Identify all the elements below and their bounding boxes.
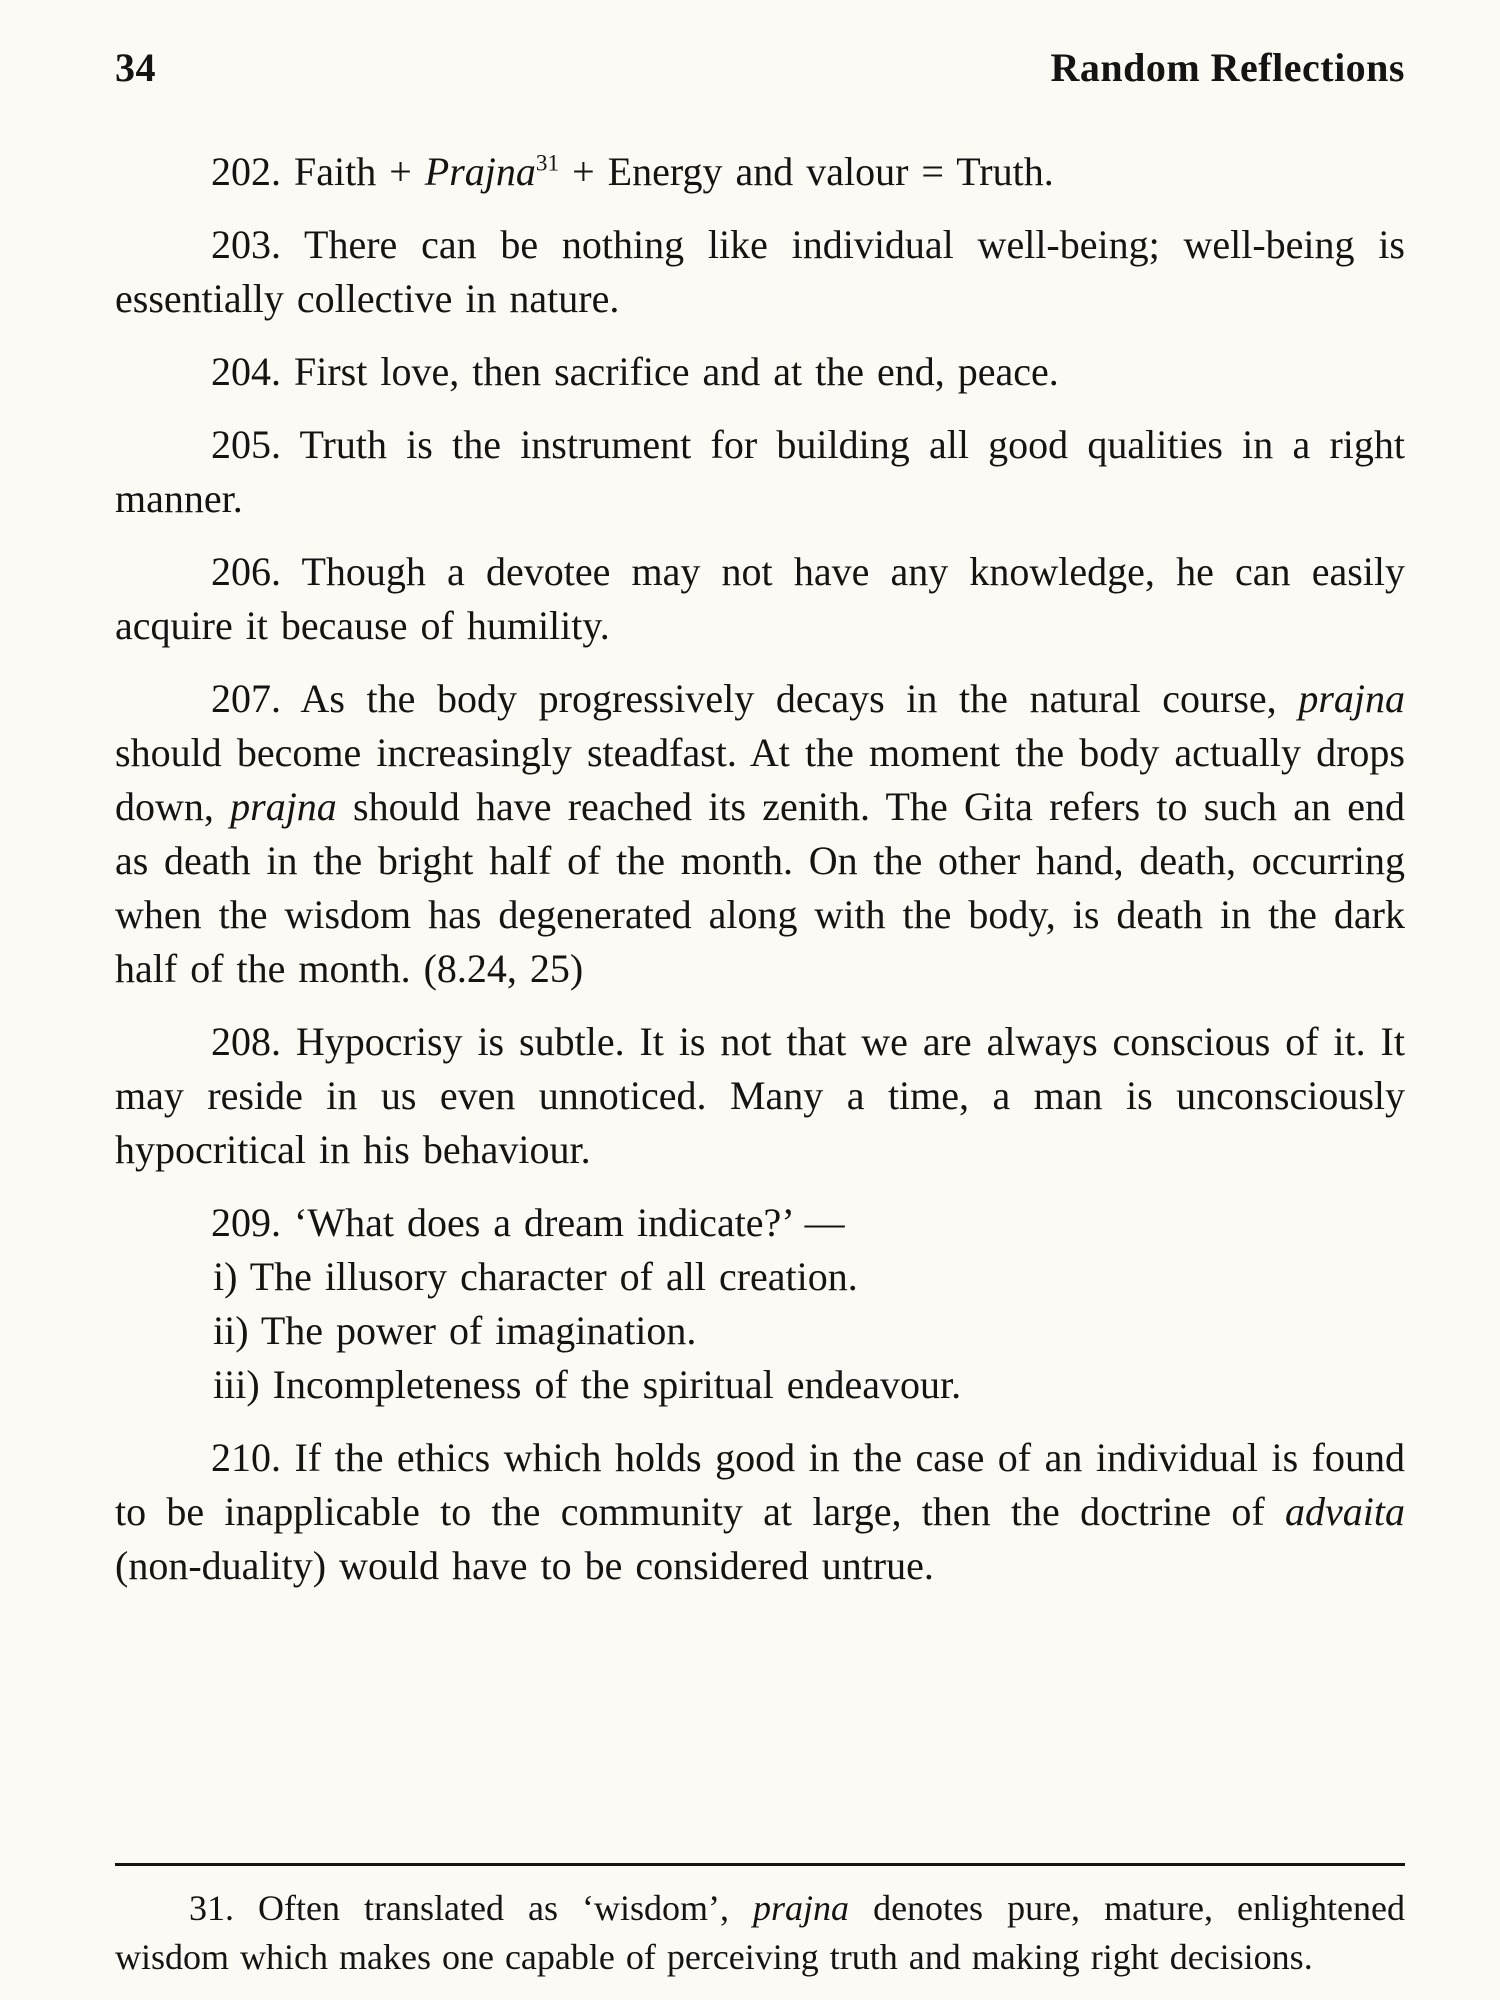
text-run: 31. Often translated as ‘wisdom’, (189, 1888, 754, 1928)
footnote-section (115, 1863, 1405, 1982)
text-run: ii) The power of imagination. (213, 1308, 697, 1353)
running-title: Random Reflections (1050, 45, 1405, 90)
body-text (115, 145, 1405, 1593)
text-run: 206. Though a devotee may not have any knowledge, he can easily acquire it because of humility. (115, 549, 1405, 648)
italic-run: prajna (1298, 676, 1405, 721)
italic-run: prajna (230, 784, 337, 829)
text-run: 205. Truth is the instrument for building all good qualities in a right manner. (115, 422, 1405, 521)
paragraph (115, 145, 1405, 199)
italic-run: prajna (753, 1888, 850, 1928)
paragraph (115, 545, 1405, 653)
paragraph (115, 1304, 1405, 1358)
page-number: 34 (115, 45, 156, 90)
text-run: 202. Faith + (211, 149, 425, 194)
paragraph (115, 672, 1405, 996)
paragraph (115, 1250, 1405, 1304)
text-run: should have reached its zenith. The Gita refers to such an end as death in the bright half of the month. On the other hand, death, occurring when the wisdom has degenerated along with the body, is death in the dark half of the month. (8.24, 25) (115, 784, 1405, 991)
text-run: 204. First love, then sacrifice and at the end, peace. (211, 349, 1059, 394)
text-run: i) The illusory character of all creation. (213, 1254, 858, 1299)
paragraph (115, 345, 1405, 399)
text-run: 203. There can be nothing like individual well-being; well-being is essentially collective in nature. (115, 222, 1405, 321)
text-run: denotes pure, mature, enlightened wisdom which makes one capable of perceiving truth and making right decisions. (115, 1888, 1405, 1977)
paragraph (115, 1358, 1405, 1412)
paragraph (115, 1884, 1405, 1982)
paragraph (115, 218, 1405, 326)
paragraph (115, 1431, 1405, 1593)
running-head (115, 44, 1405, 91)
text-run: 210. If the ethics which holds good in the case of an individual is found to be inapplicable to the community at large, then the doctrine of (115, 1435, 1405, 1534)
italic-run: Prajna (424, 149, 536, 194)
paragraph (115, 1015, 1405, 1177)
text-run: should become increasingly steadfast. At the moment the body actually drops down, (115, 730, 1405, 829)
text-run: iii) Incompleteness of the spiritual endeavour. (213, 1362, 962, 1407)
text-run: + Energy and valour = Truth. (559, 149, 1054, 194)
italic-run: advaita (1285, 1489, 1405, 1534)
paragraph (115, 418, 1405, 526)
text-run: (non-duality) would have to be considered untrue. (115, 1543, 934, 1588)
text-run: 209. ‘What does a dream indicate?’ — (211, 1200, 845, 1245)
superscript-run: 31 (535, 150, 560, 177)
paragraph (115, 1196, 1405, 1250)
text-run: 208. Hypocrisy is subtle. It is not that we are always conscious of it. It may reside in us even unnoticed. Many a time, a man is unconsciously hypocritical in his behaviour. (115, 1019, 1405, 1172)
footnote-text (115, 1884, 1405, 1982)
text-run: 207. As the body progressively decays in the natural course, (211, 676, 1299, 721)
